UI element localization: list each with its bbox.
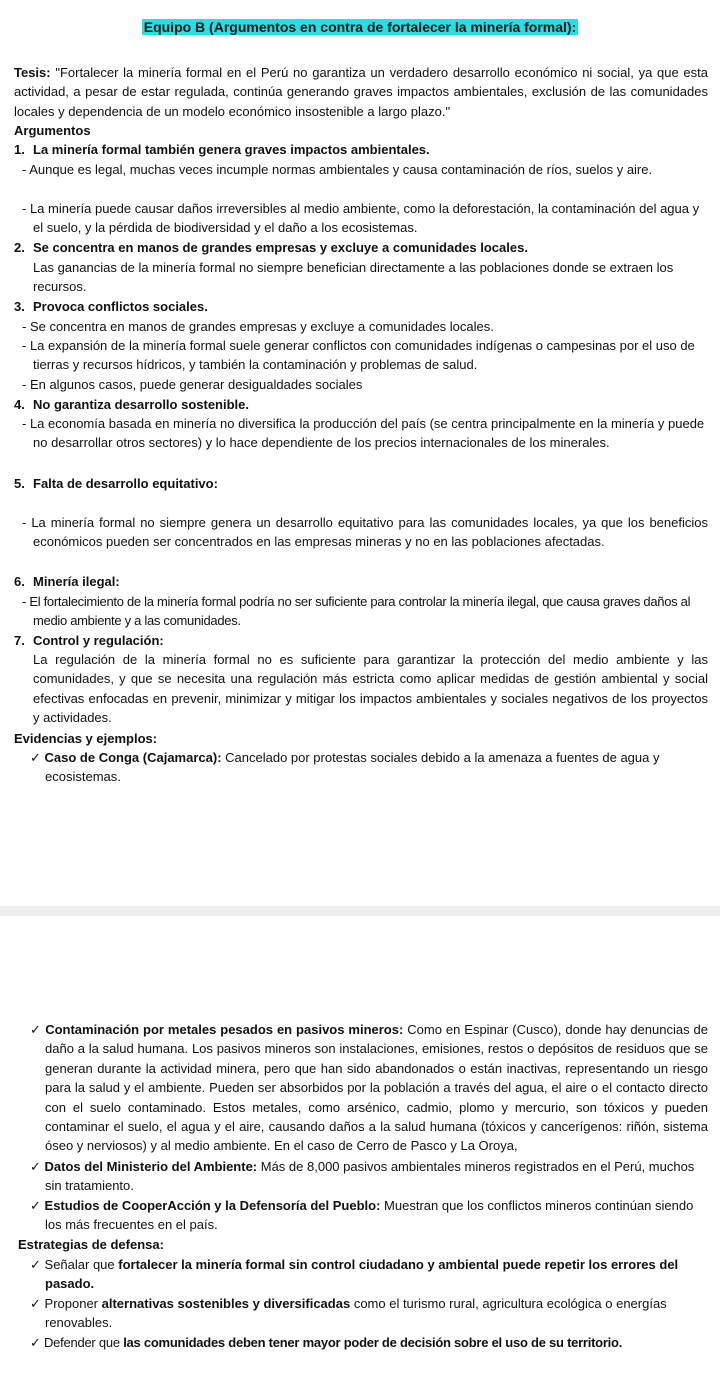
check-icon: ✓ — [30, 1296, 41, 1311]
arguments-heading: Argumentos — [14, 123, 91, 138]
thesis-paragraph — [14, 63, 708, 121]
argument-5-title: Falta de desarrollo equitativo: — [33, 476, 218, 491]
check-icon: ✓ — [30, 750, 41, 765]
argument-4-title: No garantiza desarrollo sostenible. — [33, 397, 249, 412]
title-container — [0, 18, 720, 37]
check-icon: ✓ — [30, 1335, 41, 1350]
thesis-label: Tesis: — [14, 65, 51, 80]
document-title: Equipo B (Argumentos en contra de fortalecer la minería formal): — [143, 19, 577, 35]
argument-6-title: Minería ilegal: — [33, 574, 120, 589]
argument-6-point-1: - El fortalecimiento de la minería formal podría no ser suficiente para controlar la minería ilegal, que causa graves daños al medio ambiente y a las comunidades. — [22, 594, 691, 629]
argument-1-title: La minería formal también genera graves impactos ambientales. — [33, 142, 430, 157]
evidence-item-4: ✓ Estudios de CooperAcción y la Defensoría del Pueblo: Muestran que los conflictos mineros continúan siendo los más frecuentes en el país. — [30, 1198, 694, 1233]
argument-1-point-2: - La minería puede causar daños irreversibles al medio ambiente, como la deforestación, la contaminación del agua y el suelo, y la pérdida de biodiversidad y el daño a los ecosistemas. — [22, 201, 700, 236]
argument-5-point-1: - La minería formal no siempre genera un desarrollo equitativo para las comunidades locales, ya que los beneficios económicos pueden ser concentrados en las empresas mineras y no en las poblaciones afectadas. — [22, 515, 708, 550]
argument-3-point-3: - En algunos casos, puede generar desigualdades sociales — [22, 377, 363, 392]
argument-3-point-2: - La expansión de la minería formal suele generar conflictos con comunidades indígenas o campesinas por el uso de tierras y recursos hídricos, y también la contaminación y problemas de salud. — [22, 338, 695, 373]
argument-2-paragraph: Las ganancias de la minería formal no siempre benefician directamente a las poblaciones donde se extraen los recursos. — [33, 260, 674, 295]
argument-3-point-1: - Se concentra en manos de grandes empresas y excluye a comunidades locales. — [22, 319, 494, 334]
check-icon: ✓ — [30, 1159, 41, 1174]
argument-2-title: Se concentra en manos de grandes empresas y excluye a comunidades locales. — [33, 240, 528, 255]
argument-5-heading: 5. Falta de desarrollo equitativo: — [14, 476, 218, 491]
evidence-item-1: ✓ Caso de Conga (Cajamarca): Cancelado por protestas sociales debido a la amenaza a fuentes de agua y ecosistemas. — [30, 750, 660, 785]
argument-3-title: Provoca conflictos sociales. — [33, 299, 208, 314]
thesis-text: "Fortalecer la minería formal en el Perú no garantiza un verdadero desarrollo económico ni social, ya que esta actividad, a pesar de estar regulada, continúa generando graves impactos ambientales, exclusión de las comunidades locales y dependencia de un modelo económico insostenible a largo plazo." — [14, 65, 708, 119]
document-page-2 — [0, 916, 720, 1377]
check-icon: ✓ — [30, 1257, 41, 1272]
argument-7-title: Control y regulación: — [33, 633, 164, 648]
argument-6-heading: 6. Minería ilegal: — [14, 574, 120, 589]
evidence-item-3: ✓ Datos del Ministerio del Ambiente: Más de 8,000 pasivos ambientales mineros registrados en el Perú, muchos sin tratamiento. — [30, 1159, 695, 1194]
check-icon: ✓ — [30, 1198, 41, 1213]
argument-4-heading: 4. No garantiza desarrollo sostenible. — [14, 397, 249, 412]
strategies-heading: Estrategias de defensa: — [18, 1237, 164, 1252]
check-icon: ✓ — [30, 1022, 42, 1037]
page-gap — [0, 906, 720, 916]
argument-4-point-1: - La economía basada en minería no diversifica la producción del país (se centra principalmente en la minería y puede no desarrollar otros sectores) y lo hace dependiente de los precios internacionales de los minerales. — [22, 416, 705, 451]
strategy-item-2: ✓ Proponer alternativas sostenibles y diversificadas como el turismo rural, agricultura ecológica o energías renovables. — [30, 1296, 667, 1331]
argument-2-heading: 2. Se concentra en manos de grandes empresas y excluye a comunidades locales. — [14, 240, 528, 255]
strategy-item-3: ✓ Defender que las comunidades deben tener mayor poder de decisión sobre el uso de su territorio. — [30, 1335, 623, 1350]
evidence-heading: Evidencias y ejemplos: — [14, 731, 158, 746]
argument-1-heading: 1. La minería formal también genera graves impactos ambientales. — [14, 142, 430, 157]
evidence-item-2: ✓ Contaminación por metales pesados en pasivos mineros: Como en Espinar (Cusco), donde hay denuncias de daño a la salud humana. Los pasivos mineros son instalaciones, emisiones, restos o depósitos de residuos que se generan durante la actividad minera, pero que han sido abandonados o están inactivas, representando un riesgo para la salud y el ambiente. Pueden ser absorbidos por la población a través del agua, el aire o el contacto directo con el suelo contaminado. Estos metales, como arsénico, cadmio, plomo y mercurio, son tóxicos y pueden contaminar el suelo, el agua y el aire, causando daños a la salud humana (tóxicos y cancerígenos: riñón, sistema óseo y nerviosos) y al medio ambiente. En el caso de Cerro de Pasco y La Oroya, — [30, 1022, 708, 1154]
argument-7-paragraph: La regulación de la minería formal no es suficiente para garantizar la protección del medio ambiente y las comunidades, y que se necesita una regulación más estricta como aplicar medidas de gestión ambiental y social efectivas enfocadas en prevenir, minimizar y mitigar los impactos ambientales y sociales negativos de los proyectos y actividades. — [33, 652, 708, 726]
argument-1-point-1: - Aunque es legal, muchas veces incumple normas ambientales y causa contaminación de ríos, suelos y aire. — [22, 162, 653, 177]
argument-7-heading: 7. Control y regulación: — [14, 633, 164, 648]
strategy-item-1: ✓ Señalar que fortalecer la minería formal sin control ciudadano y ambiental puede repetir los errores del pasado. — [30, 1257, 679, 1292]
argument-3-heading: 3. Provoca conflictos sociales. — [14, 299, 208, 314]
